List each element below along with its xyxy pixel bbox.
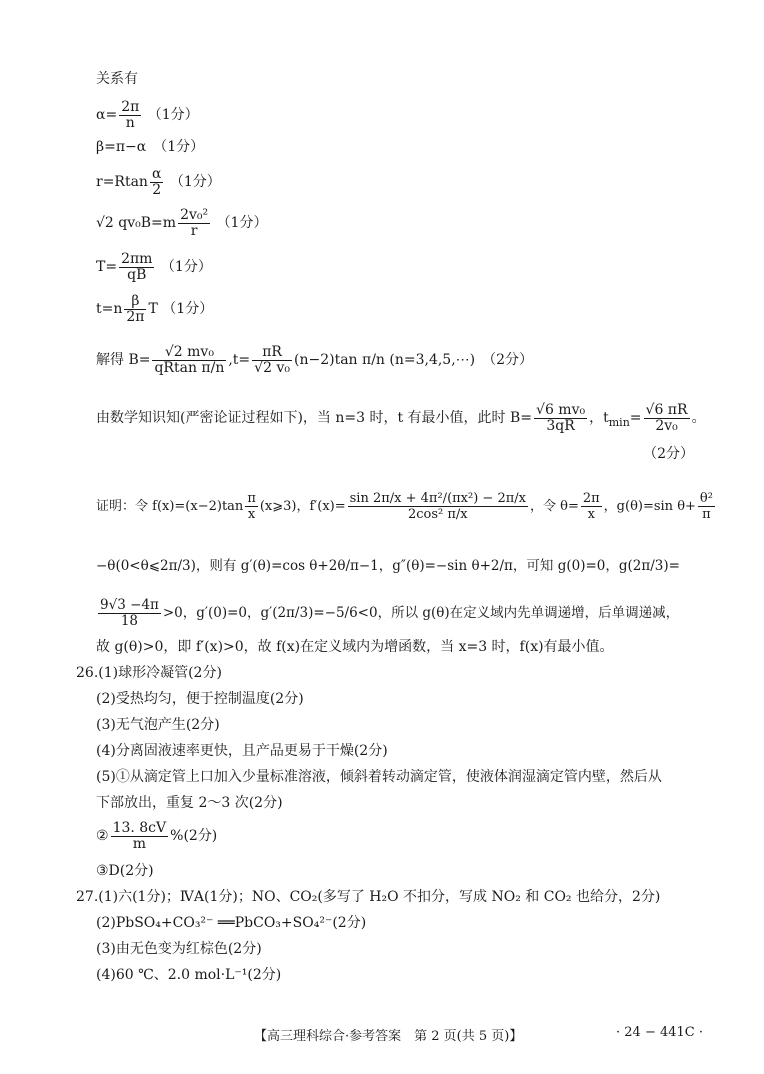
proof-line-4: 故 g(θ)>0，即 f′(x)>0，故 f(x)在定义域内为增函数，当 x=3 时，f(x)有最小值。 [96, 639, 614, 655]
q26-part1: 26.(1)球形冷凝管(2分) [76, 665, 222, 681]
q26-part3: (3)无气泡产生(2分) [96, 717, 220, 733]
q26-part5a: (5)①从滴定管上口加入少量标准溶液，倾斜着转动滴定管，使液体润湿滴定管内壁，然后从 [96, 769, 662, 785]
proof-line-2: −θ(0<θ⩽2π/3)，则有 g′(θ)=cos θ+2θ/π−1，g″(θ)=−sin θ+2/π，可知 g(0)=0，g(2π/3)= [96, 558, 680, 574]
q26-part5c: ② $\frac{13. 8cV}{m}$ %(2分) [96, 819, 218, 852]
minimum-statement: 由数学知识知(严密论证过程如下)，当 n=3 时，t 有最小值，此时 B= $\frac{\text{√6 mv₀}}{3qR}$ ，$t_{min}=$ $\frac{√6 \pi R}{\text{2v₀}}$ 。 [96, 401, 706, 434]
minimum-B-fraction: $\frac{\text{√6 mv₀}}{3qR}$ [536, 401, 586, 434]
time-equation: t=n $\frac{\beta}{2\pi}$ T （1分） [96, 292, 214, 325]
q26-part4: (4)分离固液速率更快，且产品更易于干燥(2分) [96, 743, 388, 759]
minimum-t-fraction: $\frac{√6 \pi R}{\text{2v₀}}$ [645, 401, 688, 434]
solution-t-fraction: $\frac{\pi R}{\text{√2 v₀}}$ [254, 343, 290, 376]
r-equation: r=Rtan $\frac{\alpha}{2}$ （1分） [96, 165, 221, 198]
lorentz-fraction: $\frac{\text{2v₀²}}{r}$ [180, 206, 209, 239]
period-fraction: $\frac{2\pi m}{qB}$ [121, 250, 153, 283]
beta-equation: β=π−α （1分） [96, 139, 205, 155]
q26-part5b: 下部放出，重复 2～3 次(2分) [96, 795, 283, 811]
q26-part2: (2)受热均匀，便于控制温度(2分) [96, 691, 304, 707]
proof-line-1: 证明：令 f(x)=(x−2)tan $\frac{\pi}{x}$ (x⩾3)，f′(x)= $\frac{\text{sin 2π/x + 4π²/(πx²) − 2π/x}}{\text{2cos² π/x}}$ ，令 θ= $\frac{2\pi}{x}$ ，g(θ)=sin θ+ $\frac{\text{θ²}}{\pi}$ [96, 491, 713, 522]
r-fraction: $\frac{\alpha}{2}$ [151, 165, 162, 198]
minimum-score: （2分） [643, 446, 694, 462]
period-equation: T= $\frac{2\pi m}{qB}$ （1分） [96, 250, 212, 283]
q27-part3: (3)由无色变为红棕色(2分) [96, 941, 262, 957]
q26-fraction: $\frac{13. 8cV}{m}$ [112, 819, 167, 852]
solution-B-fraction: $\frac{\text{√2 mv₀}}{\text{qRtan π/n}}$ [154, 343, 225, 376]
q27-part2: (2)PbSO₄+CO₃²⁻ ══PbCO₃+SO₄²⁻(2分) [96, 915, 367, 931]
q27-part4: (4)60 ℃、2.0 mol·L⁻¹(2分) [96, 967, 282, 983]
alpha-fraction: $\frac{2\pi}{n}$ [121, 98, 140, 131]
lorentz-equation: √2 qv₀B=m $\frac{\text{2v₀²}}{r}$ （1分） [96, 206, 268, 239]
footer-title: 【高三理科综合·参考答案 第 2 页(共 5 页)】 [254, 1029, 523, 1044]
footer-code: · 24 − 441C · [616, 1025, 703, 1040]
solution-equation: 解得 B= $\frac{\text{√2 mv₀}}{\text{qRtan π/n}}$ ,t= $\frac{\pi R}{\text{√2 v₀}}$ (n−2)tan π/n (n=3,4,5,⋯) （2分） [96, 343, 534, 376]
alpha-equation: α= $\frac{2\pi}{n}$ （1分） [96, 98, 199, 131]
time-fraction: $\frac{\beta}{2\pi}$ [126, 292, 145, 325]
q26-part5d: ③D(2分) [96, 863, 154, 879]
proof-line-3: $\frac{9√3 -4\pi}{18}$ >0，g′(0)=0，g′(2π/3)=−5/6<0，所以 g(θ)在定义域内先单调递增，后单调递减， [100, 597, 680, 629]
derivative-fraction: $\frac{\text{sin 2π/x + 4π²/(πx²) − 2π/x}}{\text{2cos² π/x}}$ [349, 491, 526, 522]
relation-heading: 关系有 [96, 71, 138, 87]
q27-part1: 27.(1)六(1分)；ⅣA(1分)；NO、CO₂(多写了 H₂O 不扣分，写成 NO₂ 和 CO₂ 也给分，2分) [76, 889, 661, 905]
